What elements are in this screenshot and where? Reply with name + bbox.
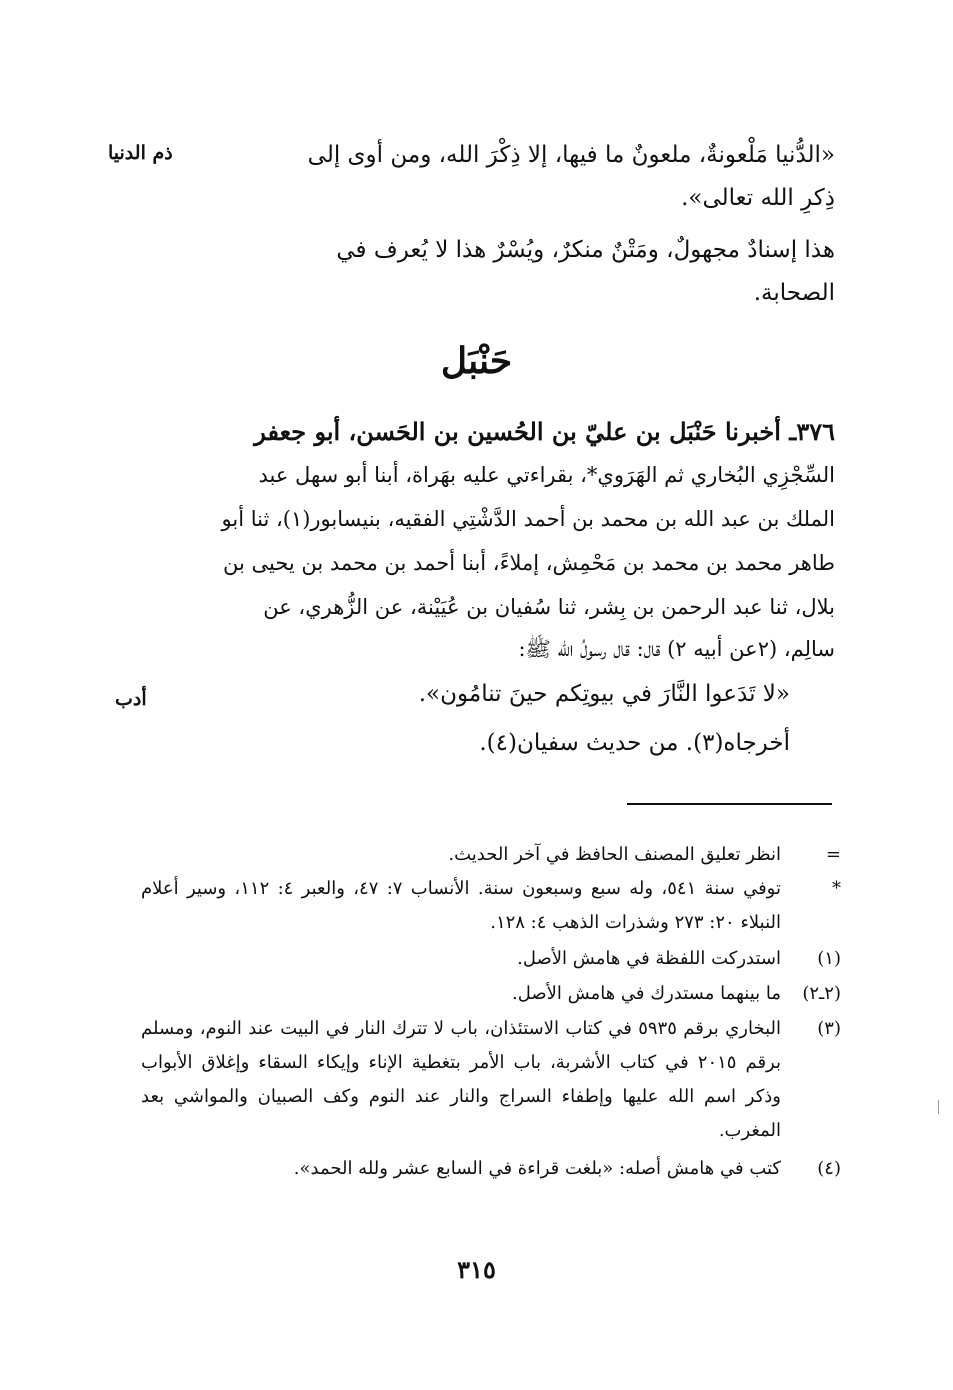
- margin-note-topic: أدب: [115, 688, 147, 710]
- footnote-text: انظر تعليق المصنف الحافظ في آخر الحديث.: [448, 844, 781, 865]
- footnote-text: كتب في هامش أصله: «بلغت قراءة في السابع عشر ولله الحمد».: [293, 1158, 781, 1179]
- isnad-line: طاهر محمد بن محمد بن مَحْمِش، إملاءً، أبنا أحمد بن محمد بن يحيى بن: [222, 551, 835, 575]
- narrator-chain-start: أخبرنا حَنْبَل بن عليّ بن الحُسين بن الحَسن، أبو جعفر: [254, 417, 781, 446]
- hadith-text-line: ذِكرِ الله تعالى».: [681, 185, 835, 211]
- hadith-matn: «لا تَدَعوا النَّارَ في بيوتِكم حينَ تنامُون».: [418, 681, 790, 707]
- footnote-marker: =: [825, 844, 841, 865]
- footnote: [141, 942, 841, 976]
- hadith-text-line: «الدُّنيا مَلْعونةٌ، ملعونٌ ما فيها، إلا ذِكْرَ الله، ومن أوى إلى: [307, 142, 835, 168]
- footnote: [141, 1012, 841, 1148]
- hadith-takhrij: أخرجاه(٣). من حديث سفيان(٤).: [479, 730, 790, 756]
- margin-note-topic: ذم الدنيا: [108, 142, 173, 164]
- commentary-line: هذا إسنادٌ مجهولٌ، ومَتْنٌ منكرٌ، ويُسْرٌ هذا لا يُعرف في: [336, 237, 835, 263]
- footnote-text: استدركت اللفظة في هامش الأصل.: [517, 948, 781, 969]
- hadith-opening-line: [254, 417, 835, 446]
- footnote: [141, 977, 841, 1011]
- footnote: [141, 1152, 841, 1186]
- footnote-marker: *: [832, 878, 841, 899]
- isnad-line: سالِم، (٢عن أبيه ٢) قال: قال رسولُ الله ﷺ:: [518, 637, 835, 661]
- isnad-line: بلال، ثنا عبد الرحمن بن بِشر، ثنا سُفيان بن عُيَيْنة، عن الزُّهري، عن: [263, 595, 835, 619]
- footnote-marker: (٤): [817, 1158, 841, 1179]
- footnote-text: توفي سنة ٥٤١، وله سبع وسبعون سنة. الأنساب ٧: ٤٧، والعبر ٤: ١١٢، وسير أعلام النبلاء ٢٠: ٢٧٣ وشذرات الذهب ٤: ١٢٨.: [141, 878, 781, 933]
- page-number: ٣١٥: [457, 1255, 496, 1284]
- footnote-text: البخاري برقم ٥٩٣٥ في كتاب الاستئذان، باب لا تترك النار في البيت عند النوم، ومسلم برقم ٢٠١٥ في كتاب الأشربة، باب الأمر بتغطية الإناء وإيكاء السقاء وإغلاق الأبواب وذكر اسم الله عليها وإطفاء السراج والنار عند النوم وكف الصبيان والمواشي بعد المغرب.: [141, 1018, 781, 1141]
- footnote: [141, 872, 841, 940]
- footnote-marker: (٣): [817, 1018, 841, 1039]
- footnote: [141, 838, 841, 872]
- isnad-line: السِّجْزِي البُخاري ثم الهَرَوي*، بقراءتي عليه بهَراة، أبنا أبو سهل عبد: [258, 463, 835, 487]
- footnote-text: ما بينهما مستدرك في هامش الأصل.: [512, 983, 781, 1004]
- section-title: حَنْبَل: [440, 340, 513, 382]
- footnote-separator: [627, 803, 832, 805]
- hadith-number: ٣٧٦ـ: [789, 417, 835, 446]
- commentary-line: الصحابة.: [753, 280, 835, 306]
- scan-mark: [938, 1100, 939, 1114]
- footnote-marker: (١): [817, 948, 841, 969]
- footnote-marker: (٢ـ٢): [802, 983, 841, 1004]
- isnad-line: الملك بن عبد الله بن محمد بن أحمد الدَّشْتِي الفقيه، بنيسابور(١)، ثنا أبو: [221, 507, 835, 531]
